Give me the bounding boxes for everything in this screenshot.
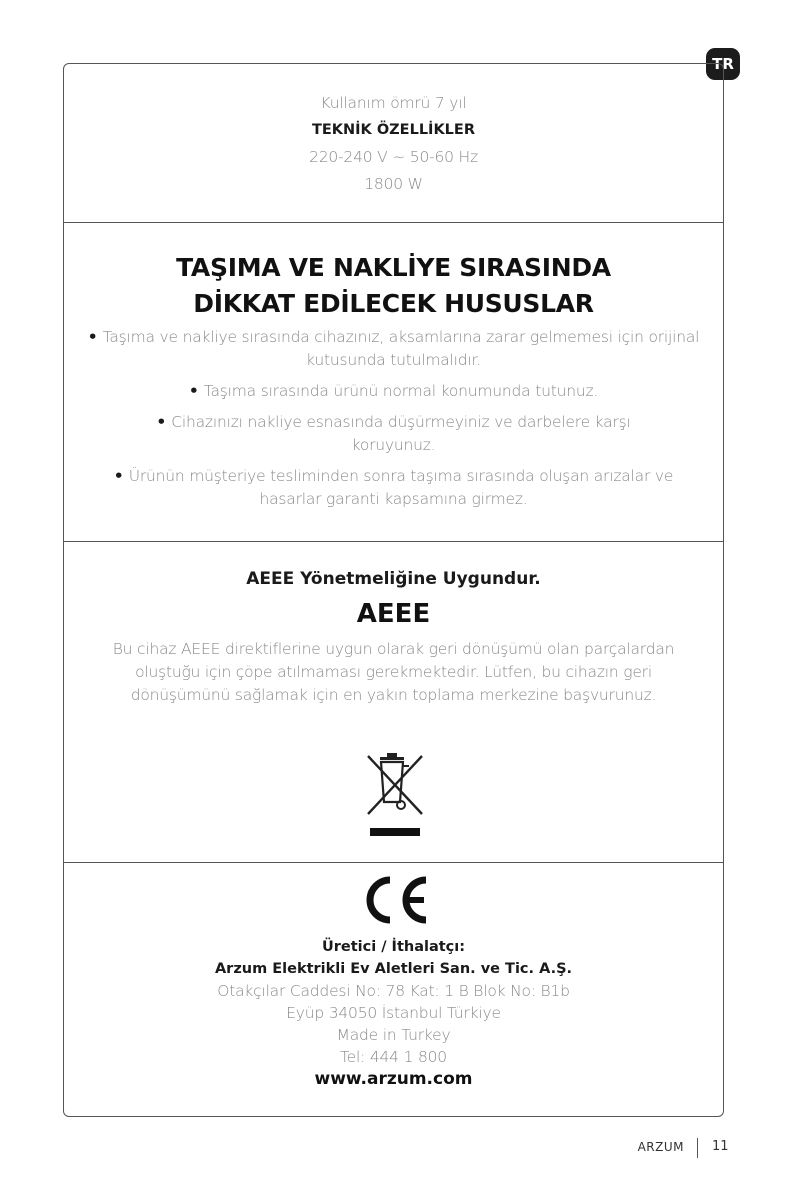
ce-mark-icon bbox=[360, 874, 430, 926]
list-item: • Ürünün müşteriye tesliminden sonra taşıma sırasında oluşan arızalar ve hasarlar garanti kapsamına girmez. bbox=[113, 467, 674, 508]
transport-title bbox=[64, 250, 723, 322]
language-badge: TR bbox=[706, 48, 740, 80]
specs-heading: TEKNİK ÖZELLİKLER bbox=[311, 122, 475, 138]
specs-section bbox=[64, 90, 723, 198]
weee-text: Bu cihaz AEEE direktiflerine uygun olarak geri dönüşümü olan parçalardan oluştuğu için çöpe atılmaması gerekmektedir. Lütfen, bu cihazın geri dönüşümünü sağlamak için en yakın toplama merkezine başvurunuz. bbox=[112, 640, 675, 704]
section-divider bbox=[64, 862, 723, 863]
weee-heading: AEEE Yönetmeliğine Uygundur. bbox=[246, 569, 541, 589]
manufacturer-heading: Üretici / İthalatçı: bbox=[321, 939, 466, 955]
lifespan-text: Kullanım ömrü 7 yıl bbox=[320, 94, 467, 112]
website-link[interactable]: www.arzum.com bbox=[314, 1069, 473, 1089]
voltage-text: 220-240 V ~ 50-60 Hz bbox=[309, 148, 478, 166]
section-divider bbox=[64, 222, 723, 223]
address-line-1: Otakçılar Caddesi No: 78 Kat: 1 B Blok No: B1b bbox=[217, 982, 570, 1000]
phone-text: Tel: 444 1 800 bbox=[340, 1048, 447, 1066]
transport-bullets bbox=[64, 326, 723, 519]
footer-separator bbox=[697, 1138, 698, 1158]
footer-brand: ARZUM bbox=[637, 1140, 684, 1154]
address-line-2: Eyüp 34050 İstanbul Türkiye bbox=[286, 1004, 501, 1022]
list-item: • Cihazınızı nakliye esnasında düşürmeyiniz ve darbelere karşı koruyunuz. bbox=[156, 413, 631, 454]
page-footer bbox=[0, 1138, 788, 1160]
page-number: 11 bbox=[712, 1139, 729, 1154]
weee-big-label: AEEE bbox=[356, 599, 431, 629]
transport-title-line1: TAŞIMA VE NAKLİYE SIRASINDA bbox=[176, 253, 611, 282]
power-text: 1800 W bbox=[364, 175, 423, 193]
list-item: • Taşıma ve nakliye sırasında cihazınız, aksamlarına zarar gelmemesi için orijinal kutusunda tutulmalıdır. bbox=[87, 328, 700, 369]
manufacturer-section bbox=[64, 936, 723, 1090]
crossed-out-wheelie-bin-icon bbox=[360, 748, 430, 840]
list-item: • Taşıma sırasında ürünü normal konumunda tutunuz. bbox=[188, 382, 599, 400]
content-frame bbox=[63, 63, 724, 1117]
origin-text: Made in Turkey bbox=[336, 1026, 451, 1044]
section-divider bbox=[64, 541, 723, 542]
transport-title-line2: DİKKAT EDİLECEK HUSUSLAR bbox=[193, 289, 594, 318]
company-name: Arzum Elektrikli Ev Aletleri San. ve Tic. A.Ş. bbox=[214, 961, 573, 977]
